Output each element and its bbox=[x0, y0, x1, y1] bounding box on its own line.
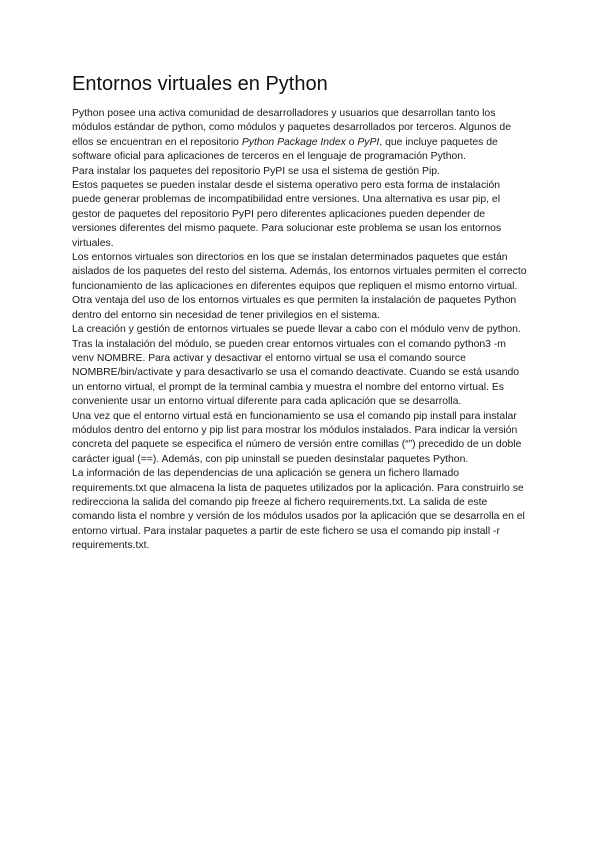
paragraph-venv: La creación y gestión de entornos virtuales se puede llevar a cabo con el módulo venv de python. Tras la instalación del módulo, se pueden crear entornos virtuales con el comando python3 -m venv NOMBRE. Para activar y desactivar el entorno virtual se usa el comando source NOMBRE/bin/activate y para desactivarlo se usa el comando deactivate. Cuando se está usando un entorno virtual, el prompt de la terminal cambia y muestra el nombre del entorno virtual. Es conveniente usar un entorno virtual diferente para cada aplicación que se desarrolla. bbox=[72, 324, 521, 408]
paragraph-pip: Para instalar los paquetes del repositorio PyPI se usa el sistema de gestión Pip. bbox=[72, 165, 440, 177]
paragraph-pypi-text-b: o bbox=[345, 136, 358, 148]
paragraph-pip-install: Una vez que el entorno virtual está en funcionamiento se usa el comando pip install para instalar módulos dentro del entorno y pip list para mostrar los módulos instalados. Para indicar la versión concreta del paquete se especifica el número de versión entre comillas (“”) precedido de un doble carácter igual (==). Además, con pip uninstall se pueden desinstalar paquetes Python. bbox=[72, 410, 522, 465]
document-page bbox=[72, 70, 530, 554]
paragraph-requirements: La información de las dependencias de una aplicación se genera un fichero llamado requirements.txt que almacena la lista de paquetes utilizados por la aplicación. Para construirlo se redirecciona la salida del comando pip freeze al fichero requirements.txt. La salida de este comando lista el nombre y versión de los módulos usados por la aplicación que se desarrolla en el entorno virtual. Para instalar paquetes a partir de este fichero se usa el comando pip install -r requirements.txt. bbox=[72, 468, 525, 552]
document-title: Entornos virtuales en Python bbox=[72, 73, 328, 95]
paragraph-pypi-italic-index: Python Package Index bbox=[241, 136, 346, 148]
paragraph-pypi-italic-pypi: PyPI bbox=[357, 136, 380, 148]
paragraph-virtual-envs: Los entornos virtuales son directorios en los que se instalan determinados paquetes que están aislados de los paquetes del resto del sistema. Además, los entornos virtuales permiten el correcto funcionamiento de las aplicaciones en diferentes equipos que repliquen el mismo entorno virtual. Otra ventaja del uso de los entornos virtuales es que permiten la instalación de paquetes Python dentro del entorno sin necesidad de tener privilegios en el sistema. bbox=[72, 252, 527, 321]
paragraph-pypi-text-c: , que incluye paquetes de software oficial para aplicaciones de terceros en el lenguaje de programación Python. bbox=[72, 136, 498, 163]
paragraph-pypi-text-a: Python posee una activa comunidad de desarrolladores y usuarios que desarrollan tanto los módulos estándar de python, como módulos y paquetes desarrollados por terceros. Algunos de ellos se encuentran en el repositorio bbox=[72, 108, 511, 148]
paragraph-install-problems: Estos paquetes se pueden instalar desde el sistema operativo pero esta forma de instalación puede generar problemas de incompatibilidad entre versiones. Una alternativa es usar pip, el gestor de paquetes del repositorio PyPI pero diferentes aplicaciones pueden depender de versiones diferentes del mismo paquete. Para solucionar este problema se usan los entornos virtuales. bbox=[72, 180, 502, 249]
paragraph-pypi bbox=[72, 107, 530, 165]
